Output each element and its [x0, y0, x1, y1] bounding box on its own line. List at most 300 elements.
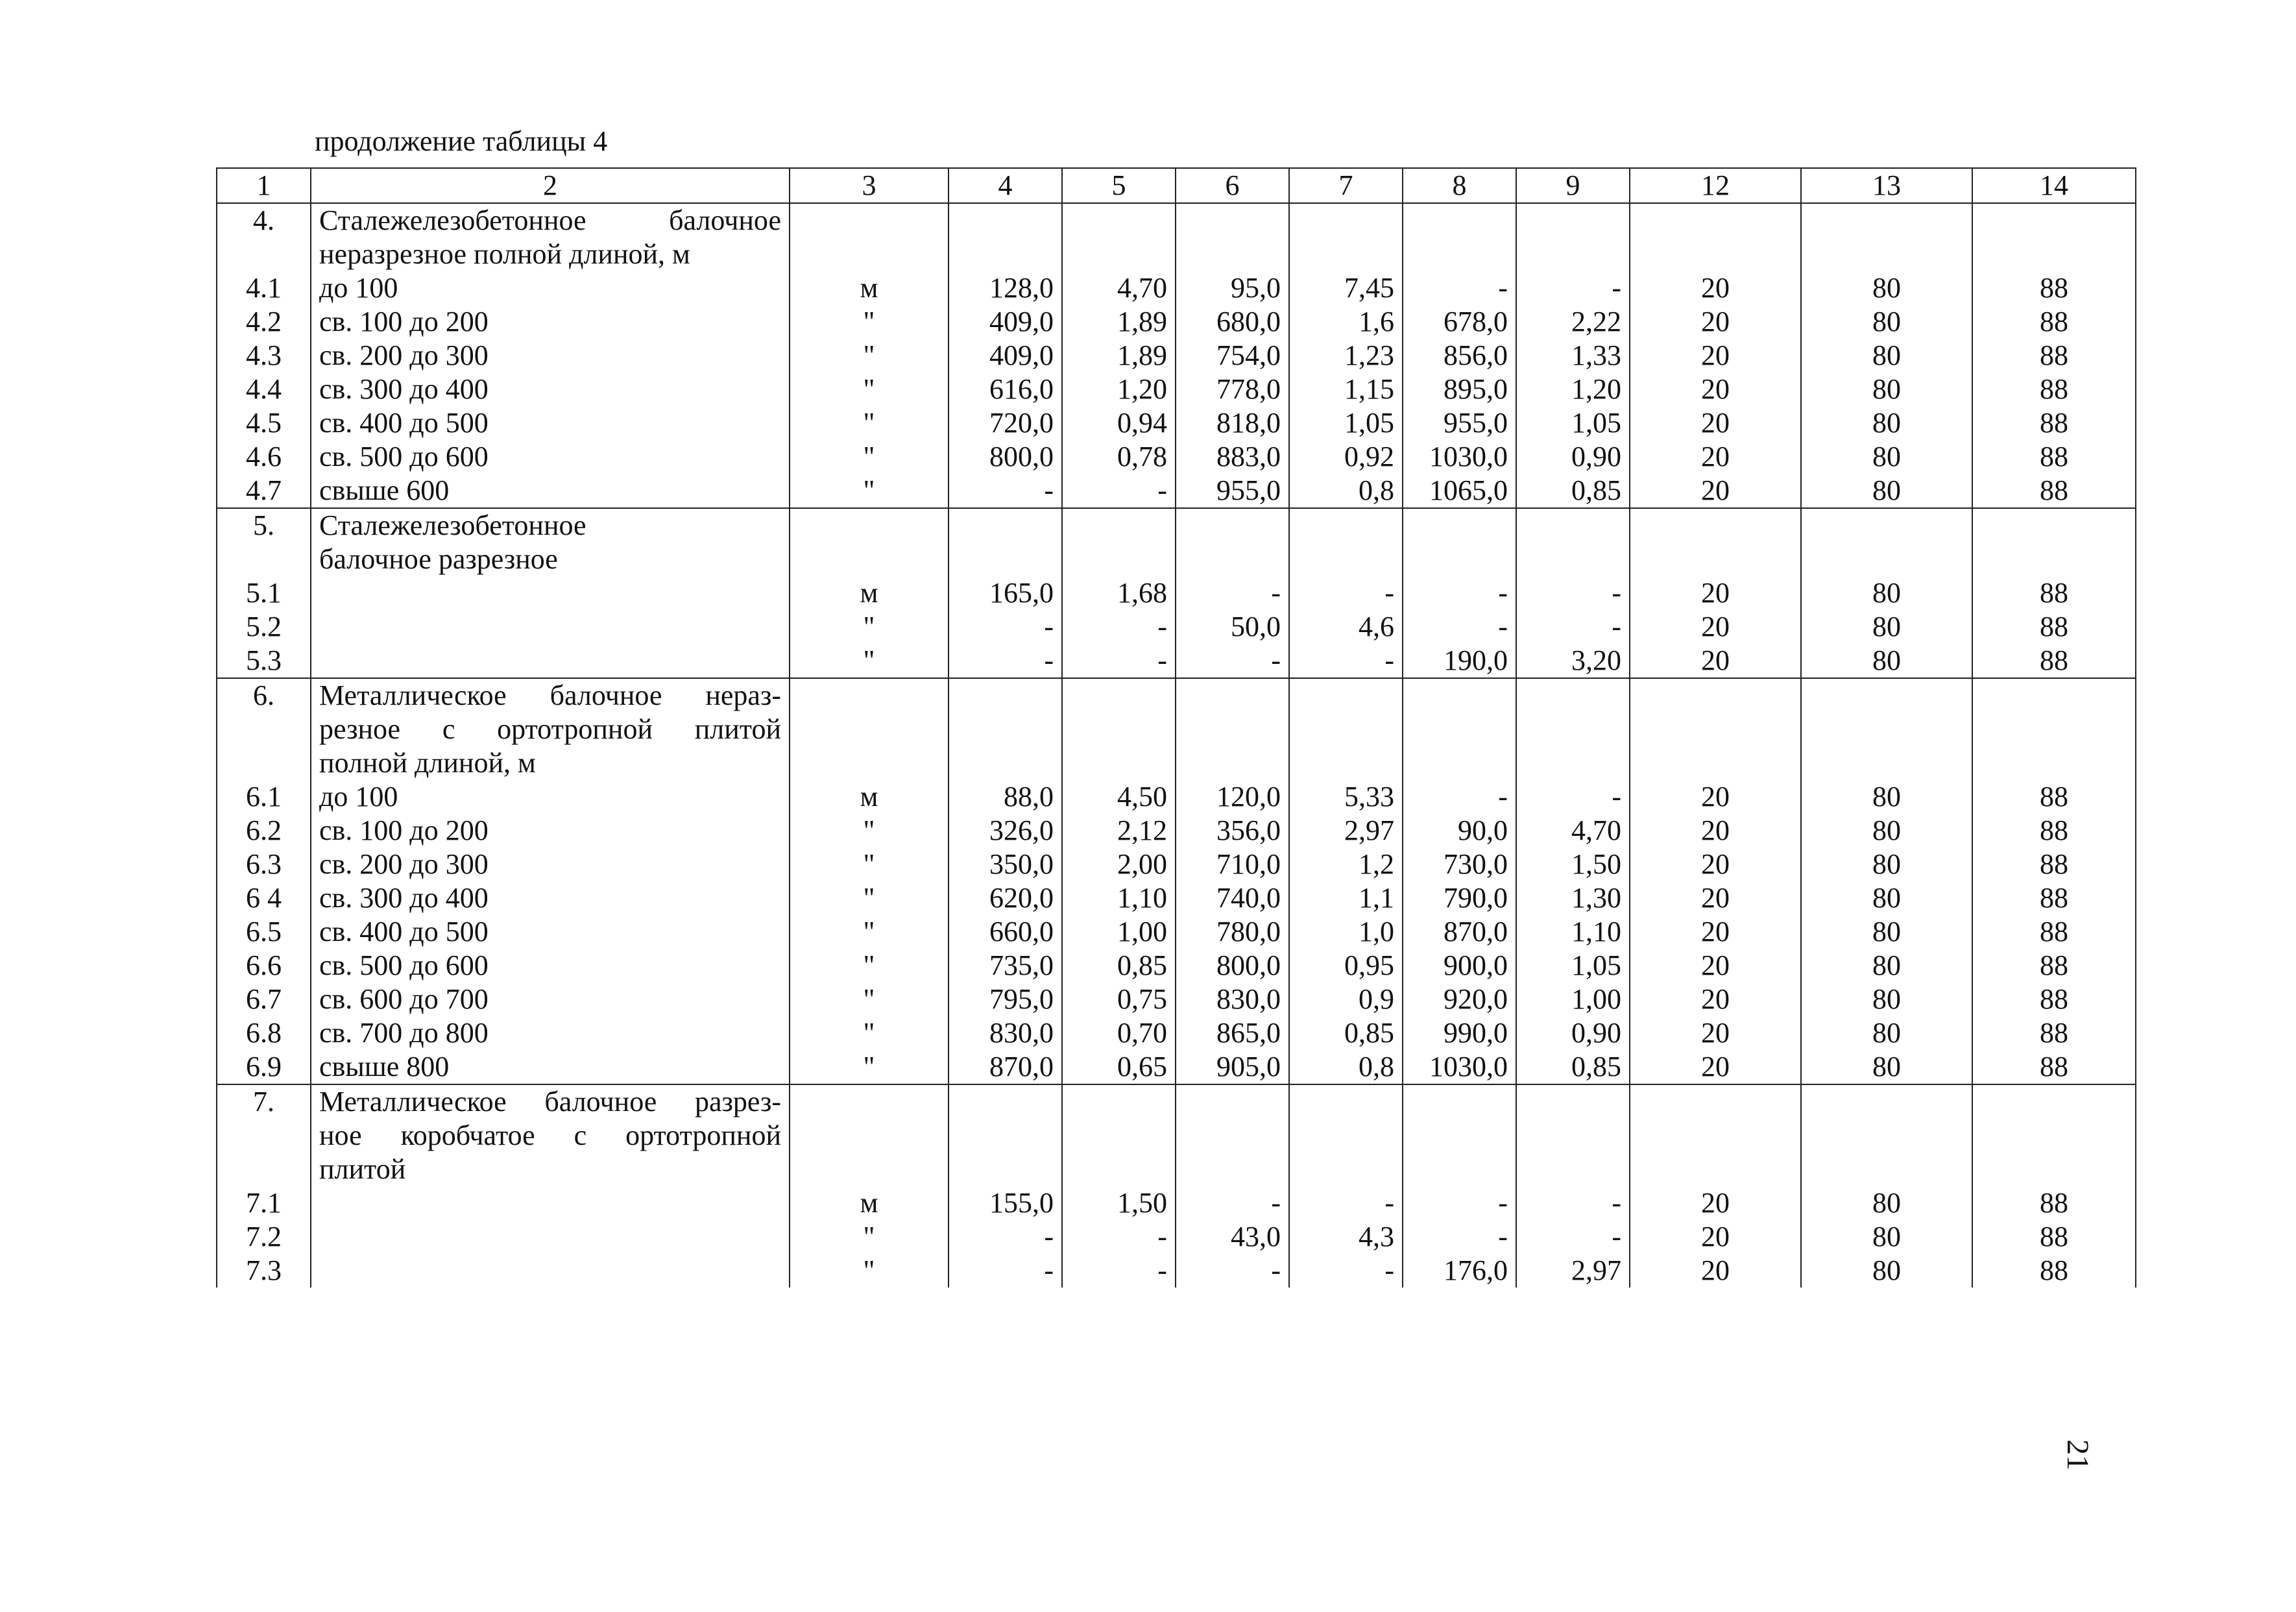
- value-cell-c12: 20: [1630, 644, 1801, 678]
- empty-cell: [790, 203, 949, 238]
- empty-cell: [1062, 1119, 1176, 1153]
- data-table: [216, 167, 2136, 1288]
- value-cell-c8: -: [1403, 576, 1516, 610]
- group-title-row: [217, 203, 2136, 238]
- empty-cell: [1403, 1119, 1516, 1153]
- empty-cell: [790, 543, 949, 576]
- table-row: [217, 983, 2136, 1016]
- value-cell-c4: 720,0: [949, 406, 1062, 440]
- value-cell-c8: 90,0: [1403, 814, 1516, 848]
- row-number: 7.2: [217, 1220, 311, 1254]
- value-cell-c5: 1,50: [1062, 1186, 1176, 1220]
- row-description: [311, 1254, 790, 1288]
- row-number: 5.: [217, 508, 311, 543]
- value-cell-c9: 4,70: [1516, 814, 1630, 848]
- value-cell-c8: 920,0: [1403, 983, 1516, 1016]
- unit-cell: ": [790, 983, 949, 1016]
- empty-cell: [949, 713, 1062, 746]
- value-cell-c5: 1,10: [1062, 881, 1176, 915]
- value-cell-c9: 1,05: [1516, 406, 1630, 440]
- empty-cell: [1516, 238, 1630, 271]
- value-cell-c12: 20: [1630, 848, 1801, 881]
- group-title-row: [217, 238, 2136, 271]
- value-cell-c4: 155,0: [949, 1186, 1062, 1220]
- empty-cell: [1630, 238, 1801, 271]
- empty-cell: [1801, 1119, 1972, 1153]
- value-cell-c8: 900,0: [1403, 949, 1516, 983]
- row-number: 4.6: [217, 440, 311, 474]
- empty-cell: [1289, 203, 1403, 238]
- value-cell-c13: 80: [1801, 881, 1972, 915]
- empty-cell: [1972, 203, 2136, 238]
- value-cell-c7: 4,6: [1289, 610, 1403, 644]
- unit-cell: м: [790, 576, 949, 610]
- empty-cell: [1403, 713, 1516, 746]
- group-title-row: [217, 1153, 2136, 1186]
- row-description: свыше 800: [311, 1050, 790, 1084]
- row-description: св. 700 до 800: [311, 1016, 790, 1050]
- empty-cell: [1801, 713, 1972, 746]
- empty-cell: [790, 1119, 949, 1153]
- value-cell-c6: 830,0: [1176, 983, 1289, 1016]
- value-cell-c14: 88: [1972, 406, 2136, 440]
- table-row: [217, 949, 2136, 983]
- value-cell-c12: 20: [1630, 983, 1801, 1016]
- row-description: св. 500 до 600: [311, 949, 790, 983]
- row-number: 7.: [217, 1084, 311, 1119]
- value-cell-c6: 818,0: [1176, 406, 1289, 440]
- value-cell-c12: 20: [1630, 406, 1801, 440]
- value-cell-c9: 2,97: [1516, 1254, 1630, 1288]
- value-cell-c8: 190,0: [1403, 644, 1516, 678]
- empty-cell: [790, 238, 949, 271]
- value-cell-c5: 2,12: [1062, 814, 1176, 848]
- empty-cell: [1062, 713, 1176, 746]
- value-cell-c12: 20: [1630, 1220, 1801, 1254]
- empty-cell: [1062, 1153, 1176, 1186]
- value-cell-c5: 1,00: [1062, 915, 1176, 949]
- group-title-line: Металлическое балочное разрез-: [311, 1084, 790, 1119]
- value-cell-c9: 1,33: [1516, 339, 1630, 372]
- value-cell-c4: -: [949, 644, 1062, 678]
- value-cell-c14: 88: [1972, 780, 2136, 814]
- value-cell-c5: 0,78: [1062, 440, 1176, 474]
- value-cell-c14: 88: [1972, 474, 2136, 508]
- table-row: [217, 305, 2136, 339]
- empty-cell: [1801, 203, 1972, 238]
- empty-cell: [1516, 678, 1630, 713]
- value-cell-c14: 88: [1972, 1016, 2136, 1050]
- value-cell-c13: 80: [1801, 915, 1972, 949]
- empty-cell: [1630, 543, 1801, 576]
- row-number: 6.5: [217, 915, 311, 949]
- value-cell-c14: 88: [1972, 915, 2136, 949]
- row-description: св. 300 до 400: [311, 881, 790, 915]
- row-number: 7.1: [217, 1186, 311, 1220]
- value-cell-c12: 20: [1630, 271, 1801, 305]
- table-row: [217, 576, 2136, 610]
- empty-cell: [1403, 543, 1516, 576]
- value-cell-c14: 88: [1972, 644, 2136, 678]
- value-cell-c13: 80: [1801, 339, 1972, 372]
- row-description: [311, 610, 790, 644]
- value-cell-c6: -: [1176, 576, 1289, 610]
- empty-cell: [1972, 746, 2136, 780]
- table-row: [217, 1186, 2136, 1220]
- value-cell-c5: -: [1062, 1254, 1176, 1288]
- value-cell-c9: 0,85: [1516, 1050, 1630, 1084]
- value-cell-c7: -: [1289, 644, 1403, 678]
- value-cell-c8: 730,0: [1403, 848, 1516, 881]
- empty-cell: [1516, 713, 1630, 746]
- value-cell-c7: 0,8: [1289, 474, 1403, 508]
- value-cell-c12: 20: [1630, 814, 1801, 848]
- empty-cell: [1516, 1084, 1630, 1119]
- value-cell-c5: 1,68: [1062, 576, 1176, 610]
- value-cell-c13: 80: [1801, 1220, 1972, 1254]
- empty-cell: [1972, 508, 2136, 543]
- value-cell-c12: 20: [1630, 1186, 1801, 1220]
- value-cell-c5: 0,65: [1062, 1050, 1176, 1084]
- row-number: 6.8: [217, 1016, 311, 1050]
- value-cell-c6: 883,0: [1176, 440, 1289, 474]
- empty-cell: [1630, 203, 1801, 238]
- value-cell-c4: 326,0: [949, 814, 1062, 848]
- value-cell-c12: 20: [1630, 780, 1801, 814]
- value-cell-c7: 0,92: [1289, 440, 1403, 474]
- empty-cell: [1062, 543, 1176, 576]
- value-cell-c4: 660,0: [949, 915, 1062, 949]
- empty-cell: [1801, 746, 1972, 780]
- group-title-row: [217, 1084, 2136, 1119]
- value-cell-c14: 88: [1972, 372, 2136, 406]
- row-number: 6.1: [217, 780, 311, 814]
- value-cell-c8: 678,0: [1403, 305, 1516, 339]
- empty-cell: [1630, 508, 1801, 543]
- empty-cell: [1289, 713, 1403, 746]
- value-cell-c14: 88: [1972, 339, 2136, 372]
- table-row: [217, 915, 2136, 949]
- value-cell-c6: 754,0: [1176, 339, 1289, 372]
- empty-cell: [949, 508, 1062, 543]
- unit-cell: ": [790, 440, 949, 474]
- group-title-line: Сталежелезобетонное балочное: [311, 203, 790, 238]
- table-row: [217, 1220, 2136, 1254]
- unit-cell: ": [790, 339, 949, 372]
- empty-cell: [1289, 678, 1403, 713]
- value-cell-c13: 80: [1801, 983, 1972, 1016]
- empty-cell: [1176, 1119, 1289, 1153]
- unit-cell: ": [790, 305, 949, 339]
- empty-cell: [217, 238, 311, 271]
- value-cell-c7: 0,95: [1289, 949, 1403, 983]
- value-cell-c14: 88: [1972, 1050, 2136, 1084]
- empty-cell: [1972, 1153, 2136, 1186]
- value-cell-c6: 800,0: [1176, 949, 1289, 983]
- table-row: [217, 474, 2136, 508]
- table-row: [217, 610, 2136, 644]
- value-cell-c9: 1,05: [1516, 949, 1630, 983]
- value-cell-c12: 20: [1630, 915, 1801, 949]
- unit-cell: ": [790, 372, 949, 406]
- row-number: 4.5: [217, 406, 311, 440]
- value-cell-c14: 88: [1972, 440, 2136, 474]
- value-cell-c12: 20: [1630, 1254, 1801, 1288]
- unit-cell: ": [790, 814, 949, 848]
- empty-cell: [1516, 746, 1630, 780]
- value-cell-c7: 1,05: [1289, 406, 1403, 440]
- value-cell-c12: 20: [1630, 1016, 1801, 1050]
- value-cell-c8: 1030,0: [1403, 440, 1516, 474]
- empty-cell: [1630, 1153, 1801, 1186]
- group-title-line: Металлическое балочное нераз-: [311, 678, 790, 713]
- value-cell-c7: -: [1289, 1186, 1403, 1220]
- value-cell-c9: -: [1516, 271, 1630, 305]
- column-header: 4: [949, 168, 1062, 203]
- table-row: [217, 372, 2136, 406]
- empty-cell: [790, 1153, 949, 1186]
- row-number: 4.1: [217, 271, 311, 305]
- value-cell-c6: 780,0: [1176, 915, 1289, 949]
- value-cell-c5: 0,75: [1062, 983, 1176, 1016]
- value-cell-c8: 870,0: [1403, 915, 1516, 949]
- empty-cell: [1176, 1153, 1289, 1186]
- table-row: [217, 339, 2136, 372]
- empty-cell: [1062, 508, 1176, 543]
- value-cell-c4: 128,0: [949, 271, 1062, 305]
- unit-cell: ": [790, 1254, 949, 1288]
- empty-cell: [1403, 1084, 1516, 1119]
- empty-cell: [1516, 1119, 1630, 1153]
- row-description: св. 400 до 500: [311, 915, 790, 949]
- empty-cell: [949, 1153, 1062, 1186]
- empty-cell: [1630, 1084, 1801, 1119]
- empty-cell: [1062, 203, 1176, 238]
- empty-cell: [1972, 543, 2136, 576]
- value-cell-c4: 830,0: [949, 1016, 1062, 1050]
- empty-cell: [790, 508, 949, 543]
- column-header: 5: [1062, 168, 1176, 203]
- value-cell-c6: -: [1176, 1186, 1289, 1220]
- empty-cell: [1176, 203, 1289, 238]
- column-header: 1: [217, 168, 311, 203]
- value-cell-c6: 740,0: [1176, 881, 1289, 915]
- group-title-line: Сталежелезобетонное: [311, 508, 790, 543]
- value-cell-c14: 88: [1972, 1186, 2136, 1220]
- unit-cell: м: [790, 1186, 949, 1220]
- value-cell-c8: 990,0: [1403, 1016, 1516, 1050]
- empty-cell: [790, 746, 949, 780]
- row-number: 6.9: [217, 1050, 311, 1084]
- value-cell-c6: 120,0: [1176, 780, 1289, 814]
- value-cell-c7: 1,15: [1289, 372, 1403, 406]
- value-cell-c13: 80: [1801, 1050, 1972, 1084]
- value-cell-c4: 735,0: [949, 949, 1062, 983]
- empty-cell: [949, 678, 1062, 713]
- row-number: 6.7: [217, 983, 311, 1016]
- value-cell-c12: 20: [1630, 949, 1801, 983]
- group-title-line: плитой: [311, 1153, 790, 1186]
- value-cell-c12: 20: [1630, 372, 1801, 406]
- row-number: 4.7: [217, 474, 311, 508]
- empty-cell: [1630, 713, 1801, 746]
- empty-cell: [1801, 1084, 1972, 1119]
- value-cell-c9: 2,22: [1516, 305, 1630, 339]
- empty-cell: [1516, 508, 1630, 543]
- empty-cell: [790, 1084, 949, 1119]
- value-cell-c12: 20: [1630, 305, 1801, 339]
- unit-cell: ": [790, 1220, 949, 1254]
- value-cell-c13: 80: [1801, 1254, 1972, 1288]
- group-title-row: [217, 508, 2136, 543]
- value-cell-c7: 1,2: [1289, 848, 1403, 881]
- value-cell-c7: -: [1289, 576, 1403, 610]
- value-cell-c8: 1065,0: [1403, 474, 1516, 508]
- value-cell-c6: 955,0: [1176, 474, 1289, 508]
- empty-cell: [949, 203, 1062, 238]
- empty-cell: [1516, 1153, 1630, 1186]
- value-cell-c5: 1,89: [1062, 339, 1176, 372]
- value-cell-c13: 80: [1801, 576, 1972, 610]
- value-cell-c5: -: [1062, 1220, 1176, 1254]
- value-cell-c12: 20: [1630, 881, 1801, 915]
- value-cell-c5: 0,94: [1062, 406, 1176, 440]
- empty-cell: [1289, 1119, 1403, 1153]
- unit-cell: м: [790, 780, 949, 814]
- row-number: 4.3: [217, 339, 311, 372]
- group-title-line: балочное разрезное: [311, 543, 790, 576]
- column-header: 14: [1972, 168, 2136, 203]
- value-cell-c14: 88: [1972, 1220, 2136, 1254]
- value-cell-c6: 680,0: [1176, 305, 1289, 339]
- table-row: [217, 440, 2136, 474]
- value-cell-c7: 1,23: [1289, 339, 1403, 372]
- row-description: свыше 600: [311, 474, 790, 508]
- empty-cell: [1630, 678, 1801, 713]
- value-cell-c12: 20: [1630, 610, 1801, 644]
- empty-cell: [217, 543, 311, 576]
- table-caption: продолжение таблицы 4: [315, 125, 608, 157]
- empty-cell: [1972, 1119, 2136, 1153]
- empty-cell: [1630, 1119, 1801, 1153]
- value-cell-c5: 1,20: [1062, 372, 1176, 406]
- empty-cell: [1972, 1084, 2136, 1119]
- value-cell-c13: 80: [1801, 949, 1972, 983]
- value-cell-c14: 88: [1972, 305, 2136, 339]
- value-cell-c12: 20: [1630, 440, 1801, 474]
- unit-cell: ": [790, 406, 949, 440]
- value-cell-c8: 176,0: [1403, 1254, 1516, 1288]
- table-row: [217, 406, 2136, 440]
- value-cell-c7: 5,33: [1289, 780, 1403, 814]
- value-cell-c5: 4,50: [1062, 780, 1176, 814]
- value-cell-c12: 20: [1630, 576, 1801, 610]
- value-cell-c7: 1,0: [1289, 915, 1403, 949]
- value-cell-c9: 0,90: [1516, 1016, 1630, 1050]
- unit-cell: ": [790, 474, 949, 508]
- value-cell-c7: 0,9: [1289, 983, 1403, 1016]
- value-cell-c5: 0,85: [1062, 949, 1176, 983]
- row-number: 6.6: [217, 949, 311, 983]
- value-cell-c13: 80: [1801, 440, 1972, 474]
- empty-cell: [1062, 238, 1176, 271]
- value-cell-c6: 50,0: [1176, 610, 1289, 644]
- empty-cell: [949, 1084, 1062, 1119]
- row-description: св. 300 до 400: [311, 372, 790, 406]
- value-cell-c14: 88: [1972, 576, 2136, 610]
- row-number: 5.3: [217, 644, 311, 678]
- empty-cell: [1289, 508, 1403, 543]
- row-number: 5.1: [217, 576, 311, 610]
- value-cell-c5: 0,70: [1062, 1016, 1176, 1050]
- empty-cell: [1176, 746, 1289, 780]
- value-cell-c8: -: [1403, 780, 1516, 814]
- value-cell-c6: 710,0: [1176, 848, 1289, 881]
- empty-cell: [1176, 1084, 1289, 1119]
- value-cell-c8: -: [1403, 1220, 1516, 1254]
- unit-cell: ": [790, 644, 949, 678]
- empty-cell: [1289, 238, 1403, 271]
- value-cell-c12: 20: [1630, 474, 1801, 508]
- value-cell-c9: -: [1516, 1220, 1630, 1254]
- empty-cell: [1801, 1153, 1972, 1186]
- value-cell-c9: -: [1516, 610, 1630, 644]
- value-cell-c12: 20: [1630, 339, 1801, 372]
- value-cell-c8: -: [1403, 1186, 1516, 1220]
- unit-cell: ": [790, 881, 949, 915]
- value-cell-c13: 80: [1801, 780, 1972, 814]
- table-row: [217, 1016, 2136, 1050]
- empty-cell: [790, 678, 949, 713]
- row-number: 4.4: [217, 372, 311, 406]
- empty-cell: [1801, 678, 1972, 713]
- value-cell-c14: 88: [1972, 848, 2136, 881]
- group-title-line: ное коробчатое с ортотропной: [311, 1119, 790, 1153]
- row-description: [311, 1186, 790, 1220]
- table-row: [217, 780, 2136, 814]
- empty-cell: [1630, 746, 1801, 780]
- empty-cell: [1403, 1153, 1516, 1186]
- value-cell-c5: 2,00: [1062, 848, 1176, 881]
- value-cell-c13: 80: [1801, 1016, 1972, 1050]
- empty-cell: [1062, 746, 1176, 780]
- value-cell-c13: 80: [1801, 406, 1972, 440]
- empty-cell: [1403, 508, 1516, 543]
- value-cell-c9: 1,00: [1516, 983, 1630, 1016]
- value-cell-c5: 4,70: [1062, 271, 1176, 305]
- value-cell-c6: 778,0: [1176, 372, 1289, 406]
- empty-cell: [949, 543, 1062, 576]
- empty-cell: [1176, 238, 1289, 271]
- empty-cell: [790, 713, 949, 746]
- value-cell-c8: 895,0: [1403, 372, 1516, 406]
- unit-cell: ": [790, 915, 949, 949]
- empty-cell: [1403, 746, 1516, 780]
- row-description: св. 400 до 500: [311, 406, 790, 440]
- row-description: [311, 644, 790, 678]
- group-title-line: полной длиной, м: [311, 746, 790, 780]
- value-cell-c7: 1,1: [1289, 881, 1403, 915]
- value-cell-c13: 80: [1801, 1186, 1972, 1220]
- value-cell-c8: 955,0: [1403, 406, 1516, 440]
- value-cell-c9: 0,85: [1516, 474, 1630, 508]
- empty-cell: [1972, 713, 2136, 746]
- value-cell-c7: 2,97: [1289, 814, 1403, 848]
- empty-cell: [1289, 746, 1403, 780]
- row-description: св. 600 до 700: [311, 983, 790, 1016]
- value-cell-c4: 620,0: [949, 881, 1062, 915]
- value-cell-c8: 856,0: [1403, 339, 1516, 372]
